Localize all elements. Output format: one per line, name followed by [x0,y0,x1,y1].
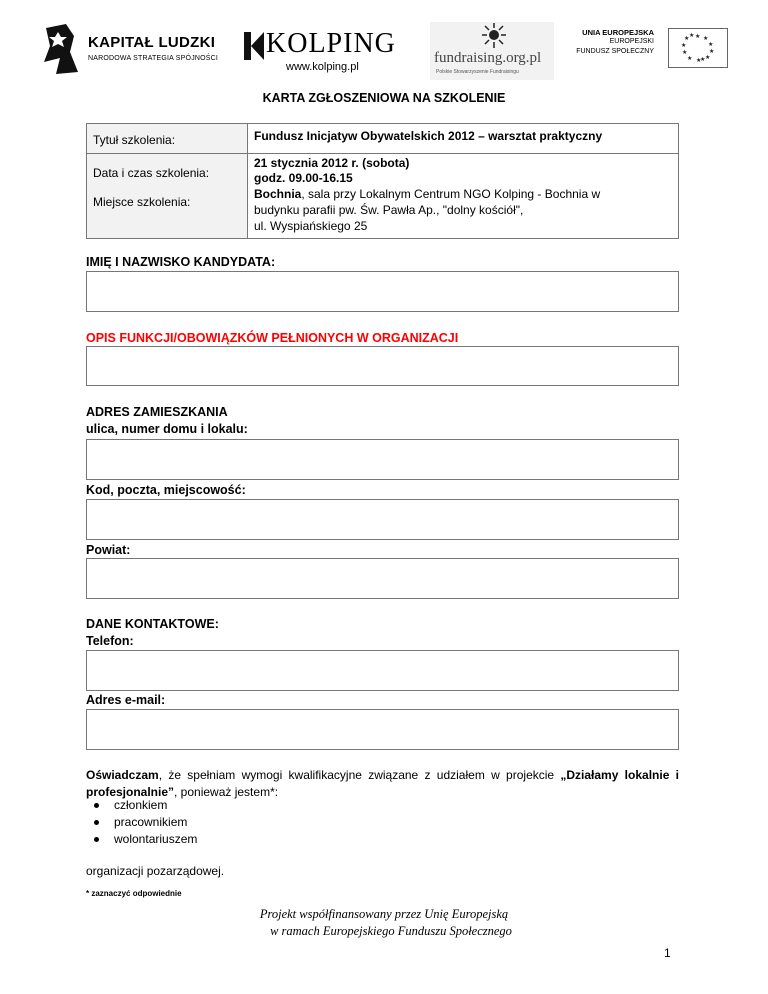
declaration-closing: organizacji pozarządowej. [86,864,225,878]
duties-field[interactable] [86,346,679,386]
bullet-icon [94,803,99,808]
option-volunteer[interactable] [114,832,197,846]
value-place-rest: , sala przy Lokalnym Centrum NGO Kolping - Bochnia w [301,187,601,201]
kolping-url: www.kolping.pl [286,61,359,73]
fundraising-subtitle: Polskie Stowarzyszenie Fundraisingu [436,69,519,75]
svg-text:★: ★ [703,35,709,42]
option-member[interactable] [114,798,167,812]
svg-text:★: ★ [689,32,695,39]
svg-text:★: ★ [705,54,711,61]
name-label: IMIĘ I NAZWISKO KANDYDATA: [86,255,276,269]
svg-text:★: ★ [682,49,688,56]
footer-line1: Projekt współfinansowany przez Unię Europejską [259,907,509,921]
fundraising-wordmark: fundraising.org.pl [434,50,542,66]
option-employee[interactable] [114,815,187,829]
training-info-table [86,123,679,239]
label-place: Miejsce szkolenia: [93,195,191,209]
kolping-logo [244,24,414,80]
footer-line2: w ramach Europejskiego Funduszu Społecznego [270,924,512,938]
street-label: ulica, numer domu i lokalu: [86,422,248,436]
phone-label: Telefon: [86,634,134,648]
sun-icon [474,22,514,50]
email-field[interactable] [86,709,679,750]
kapital-ludzki-logo [36,22,236,78]
svg-text:★: ★ [709,48,715,55]
postal-field[interactable] [86,499,679,540]
svg-text:★: ★ [695,33,701,40]
declaration-text [86,767,679,801]
eu-logo [576,28,730,68]
value-time: godz. 09.00-16.15 [254,171,353,185]
svg-text:★: ★ [681,42,687,49]
bullet-icon [94,820,99,825]
value-place-line3: ul. Wyspiańskiego 25 [254,219,368,233]
svg-text:★: ★ [700,56,706,63]
svg-text:★: ★ [708,41,714,48]
phone-field[interactable] [86,650,679,691]
email-label: Adres e-mail: [86,693,166,707]
svg-text:★: ★ [687,55,693,62]
kolping-wordmark: KOLPING [266,28,396,59]
county-label: Powiat: [86,543,131,557]
duties-label: OPIS FUNKCJI/OBOWIĄZKÓW PEŁNIONYCH W ORGANIZACJI [86,331,459,345]
county-field[interactable] [86,558,679,599]
kolping-k-icon [244,32,266,62]
option-employee-label: pracownikiem [114,815,188,829]
declaration-text1: , że spełniam wymogi kwalifikacyjne związane z udziałem w projekcie [158,768,561,782]
page-title: KARTA ZGŁOSZENIOWA NA SZKOLENIE [262,91,506,105]
eu-logo-line1: UNIA EUROPEJSKA [582,28,654,37]
kapital-ludzki-title: KAPITAŁ LUDZKI [88,34,216,51]
kapital-ludzki-subtitle: NARODOWA STRATEGIA SPÓJNOŚCI [88,55,219,62]
declaration-lead: Oświadczam [86,768,159,782]
kapital-ludzki-emblem-icon [36,22,82,76]
declaration-text2: , ponieważ jestem*: [174,785,279,799]
postal-label: Kod, poczta, miejscowość: [86,483,246,497]
value-training-title: Fundusz Inicjatyw Obywatelskich 2012 – warsztat praktyczny [254,129,603,143]
declaration-project: „Działamy lokalnie i profesjonalnie” [86,768,679,799]
svg-text:★: ★ [696,57,702,64]
eu-logo-line2: EUROPEJSKI [609,38,654,45]
address-label: ADRES ZAMIESZKANIA [86,405,228,419]
label-training-title: Tytuł szkolenia: [93,133,176,147]
eu-flag-icon [668,28,728,68]
svg-text:★: ★ [684,35,690,42]
option-volunteer-label: wolontariuszem [114,832,198,846]
street-field[interactable] [86,439,679,480]
value-place-line1 [254,187,600,202]
bullet-icon [94,837,99,842]
value-place-city: Bochnia [254,187,302,201]
fundraising-logo [430,22,554,80]
option-member-label: członkiem [114,798,168,812]
footnote: * zaznaczyć odpowiednie [86,889,182,898]
eu-logo-line3: FUNDUSZ SPOŁECZNY [576,48,654,55]
value-date: 21 stycznia 2012 r. (sobota) [254,156,410,170]
value-place-line2: budynku parafii pw. Św. Pawła Ap., "dolny kościół", [254,203,524,217]
page-number: 1 [664,946,671,960]
name-field[interactable] [86,271,679,312]
info-row-divider [87,153,678,154]
label-datetime: Data i czas szkolenia: [93,166,210,180]
contact-label: DANE KONTAKTOWE: [86,617,219,631]
